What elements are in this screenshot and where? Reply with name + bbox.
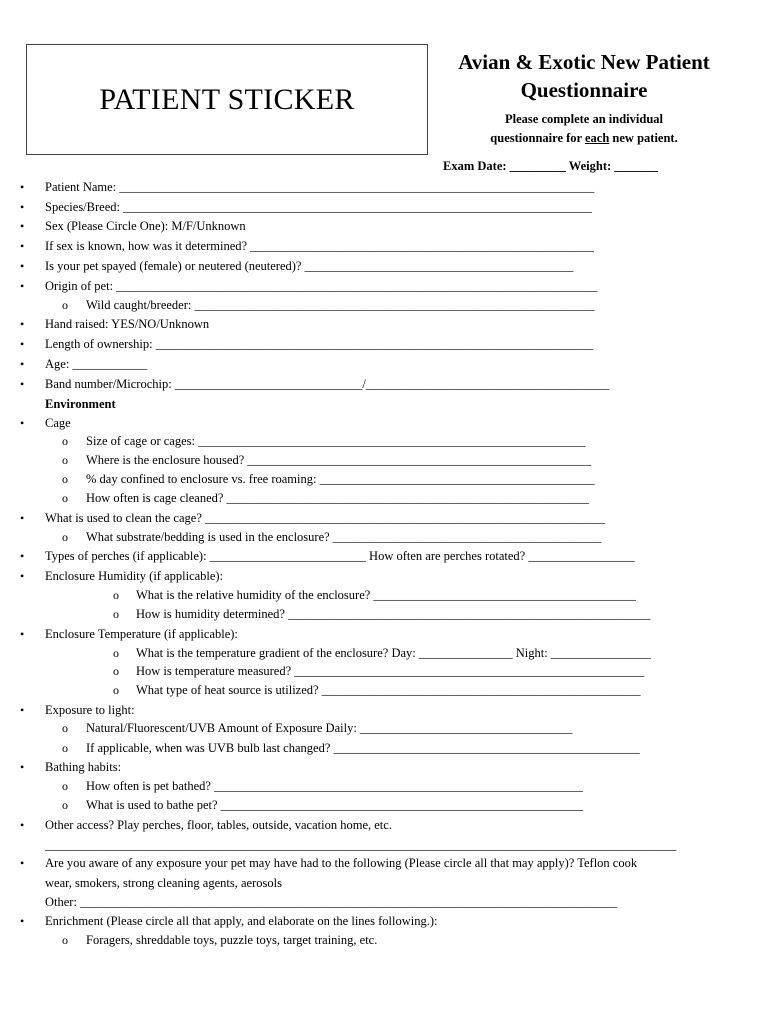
subtitle-line1: Please complete an individual <box>505 112 663 126</box>
sub-bullet-icon: o <box>62 721 68 735</box>
subtitle-pre: questionnaire for <box>490 131 585 145</box>
field-clean-cage[interactable]: What is used to clean the cage? ________________________________________________________________ <box>45 511 605 525</box>
field-patient-name[interactable]: Patient Name: ____________________________________________________________________________ <box>45 180 595 194</box>
bullet-icon: • <box>20 416 25 430</box>
bullet-icon: • <box>20 337 25 351</box>
bullet-icon: • <box>20 760 25 774</box>
bullet-icon: • <box>20 259 25 273</box>
field-species-breed[interactable]: Species/Breed: ___________________________________________________________________________ <box>45 200 592 214</box>
field-bathed-often[interactable]: How often is pet bathed? ___________________________________________________________ <box>86 779 583 793</box>
field-exposure-light: Exposure to light: <box>45 703 135 717</box>
patient-sticker-box <box>26 44 428 155</box>
bullet-icon: • <box>20 856 25 870</box>
bullet-icon: • <box>20 239 25 253</box>
field-cage-cleaned[interactable]: How often is cage cleaned? __________________________________________________________ <box>86 491 590 505</box>
field-humidity-determined[interactable]: How is humidity determined? __________________________________________________________ <box>136 607 651 621</box>
sub-bullet-icon: o <box>62 530 68 544</box>
bullet-icon: • <box>20 818 25 832</box>
field-day-confined[interactable]: % day confined to enclosure vs. free roaming: ____________________________________________ <box>86 472 595 486</box>
field-temp-gradient[interactable]: What is the temperature gradient of the enclosure? Day: _______________ Night: ________________ <box>136 646 651 660</box>
sub-bullet-icon: o <box>62 298 68 312</box>
field-cage: Cage <box>45 416 71 430</box>
field-other-access: Other access? Play perches, floor, tables, outside, vacation home, etc. <box>45 818 392 832</box>
sub-bullet-icon: o <box>113 683 119 697</box>
sub-bullet-icon: o <box>113 664 119 678</box>
field-perches[interactable]: Types of perches (if applicable): _________________________ How often are perches rotated? _________________ <box>45 549 635 563</box>
bullet-icon: • <box>20 703 25 717</box>
form-title-block <box>434 48 734 148</box>
field-hand-raised: Hand raised: YES/NO/Unknown <box>45 317 210 331</box>
field-length-ownership[interactable]: Length of ownership: ______________________________________________________________________ <box>45 337 594 351</box>
bullet-icon: • <box>20 549 25 563</box>
form-title-line2: Questionnaire <box>520 78 648 102</box>
field-enrichment: Enrichment (Please circle all that apply, and elaborate on the lines following.): <box>45 914 438 928</box>
form-title-line1: Avian & Exotic New Patient <box>458 50 710 74</box>
field-cage-size[interactable]: Size of cage or cages: ______________________________________________________________ <box>86 434 586 448</box>
field-origin[interactable]: Origin of pet: _____________________________________________________________________________ <box>45 279 598 293</box>
sub-bullet-icon: o <box>62 491 68 505</box>
field-uvb-changed[interactable]: If applicable, when was UVB bulb last changed? _________________________________________________ <box>86 741 640 755</box>
field-age[interactable]: Age: ____________ <box>45 357 148 371</box>
subtitle-post: new patient. <box>609 131 678 145</box>
sub-bullet-icon: o <box>113 588 119 602</box>
bullet-icon: • <box>20 627 25 641</box>
bullet-icon: • <box>20 317 25 331</box>
sub-bullet-icon: o <box>62 434 68 448</box>
bullet-icon: • <box>20 180 25 194</box>
bullet-icon: • <box>20 511 25 525</box>
exam-date-weight[interactable]: Exam Date: _________ Weight: _______ <box>443 159 659 173</box>
field-uvb[interactable]: Natural/Fluorescent/UVB Amount of Exposure Daily: __________________________________ <box>86 721 573 735</box>
field-relative-humidity[interactable]: What is the relative humidity of the enclosure? __________________________________________ <box>136 588 636 602</box>
sub-bullet-icon: o <box>62 798 68 812</box>
sub-bullet-icon: o <box>62 933 68 947</box>
field-sex: Sex (Please Circle One): M/F/Unknown <box>45 219 246 233</box>
sub-bullet-icon: o <box>62 741 68 755</box>
field-substrate[interactable]: What substrate/bedding is used in the enclosure? ___________________________________________ <box>86 530 602 544</box>
subtitle-line2 <box>434 129 734 148</box>
field-sex-determined[interactable]: If sex is known, how was it determined? _______________________________________________________ <box>45 239 594 253</box>
bullet-icon: • <box>20 914 25 928</box>
field-humidity: Enclosure Humidity (if applicable): <box>45 569 224 583</box>
field-band-number[interactable]: Band number/Microchip: ______________________________/_______________________________________ <box>45 377 610 391</box>
field-exposure-aware-2: wear, smokers, strong cleaning agents, aerosols <box>45 876 282 890</box>
sub-bullet-icon: o <box>62 779 68 793</box>
field-exposure-other[interactable]: Other: ______________________________________________________________________________________ <box>45 895 618 909</box>
field-environment: Environment <box>45 397 116 411</box>
bullet-icon: • <box>20 569 25 583</box>
bullet-icon: • <box>20 279 25 293</box>
sub-bullet-icon: o <box>113 607 119 621</box>
field-bathe-used[interactable]: What is used to bathe pet? __________________________________________________________ <box>86 798 584 812</box>
sub-bullet-icon: o <box>62 453 68 467</box>
bullet-icon: • <box>20 357 25 371</box>
field-bathing: Bathing habits: <box>45 760 122 774</box>
bullet-icon: • <box>20 200 25 214</box>
field-spayed-neutered[interactable]: Is your pet spayed (female) or neutered (neutered)? ___________________________________________ <box>45 259 574 273</box>
field-temp-measured[interactable]: How is temperature measured? ________________________________________________________ <box>136 664 645 678</box>
field-other-access-line[interactable]: _____________________________________________________________________________________________________ <box>45 838 677 852</box>
sub-bullet-icon: o <box>113 646 119 660</box>
field-foragers: Foragers, shreddable toys, puzzle toys, target training, etc. <box>86 933 378 947</box>
bullet-icon: • <box>20 377 25 391</box>
bullet-icon: • <box>20 219 25 233</box>
field-heat-source[interactable]: What type of heat source is utilized? ___________________________________________________ <box>136 683 641 697</box>
field-wild-caught[interactable]: Wild caught/breeder: ________________________________________________________________ <box>86 298 595 312</box>
form-subtitle <box>434 110 734 148</box>
field-temperature: Enclosure Temperature (if applicable): <box>45 627 238 641</box>
field-exposure-aware: Are you aware of any exposure your pet may have had to the following (Please circle all that may apply)? Teflon cook <box>45 856 638 870</box>
subtitle-emph: each <box>584 131 610 145</box>
patient-sticker-label: PATIENT STICKER <box>99 82 355 116</box>
sub-bullet-icon: o <box>62 472 68 486</box>
field-enclosure-housed[interactable]: Where is the enclosure housed? _______________________________________________________ <box>86 453 592 467</box>
